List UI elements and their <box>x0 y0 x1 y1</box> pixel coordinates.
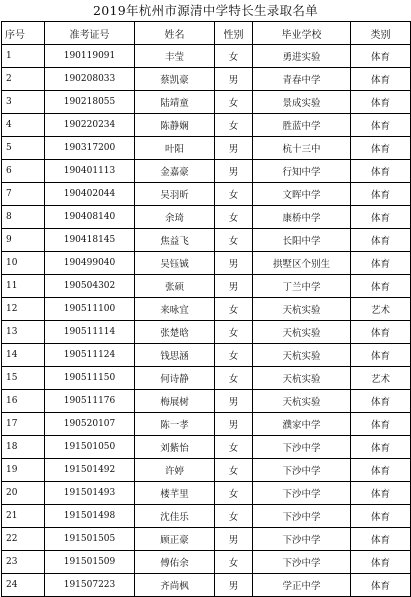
cell-gender: 男 <box>215 413 253 436</box>
table-row <box>2 528 411 551</box>
cell-name: 楼芊里 <box>135 482 215 505</box>
cell-school: 天杭实验 <box>253 390 351 413</box>
cell-gender: 女 <box>215 367 253 390</box>
cell-school: 青春中学 <box>253 68 351 91</box>
cell-gender: 女 <box>215 436 253 459</box>
cell-school: 下沙中学 <box>253 436 351 459</box>
cell-school: 下沙中学 <box>253 505 351 528</box>
cell-name: 蔡凯豪 <box>135 68 215 91</box>
cell-name: 齐尚枫 <box>135 574 215 597</box>
header-exam-id: 准考证号 <box>45 22 135 45</box>
table-row <box>2 183 411 206</box>
cell-name: 许婷 <box>135 459 215 482</box>
cell-name: 张楚晗 <box>135 321 215 344</box>
cell-exam-id: 190511176 <box>45 390 135 413</box>
cell-exam-id: 191501493 <box>45 482 135 505</box>
cell-name: 陈静娴 <box>135 114 215 137</box>
cell-school: 天杭实验 <box>253 321 351 344</box>
table-row <box>2 505 411 528</box>
cell-school: 拱墅区个别生 <box>253 252 351 275</box>
cell-category: 体育 <box>351 459 411 482</box>
cell-exam-id: 191501498 <box>45 505 135 528</box>
cell-index: 15 <box>2 367 45 390</box>
cell-name: 叶阳 <box>135 137 215 160</box>
cell-school: 下沙中学 <box>253 482 351 505</box>
cell-school: 杭十三中 <box>253 137 351 160</box>
cell-index: 12 <box>2 298 45 321</box>
cell-school: 文晖中学 <box>253 183 351 206</box>
cell-gender: 女 <box>215 45 253 68</box>
cell-exam-id: 190418145 <box>45 229 135 252</box>
cell-school: 康桥中学 <box>253 206 351 229</box>
table-row <box>2 275 411 298</box>
admission-table <box>1 21 411 597</box>
cell-name: 吴钰铖 <box>135 252 215 275</box>
header-gender: 性别 <box>215 22 253 45</box>
cell-exam-id: 190208033 <box>45 68 135 91</box>
cell-index: 19 <box>2 459 45 482</box>
cell-exam-id: 190119091 <box>45 45 135 68</box>
cell-school: 长阳中学 <box>253 229 351 252</box>
table-row <box>2 160 411 183</box>
table-row <box>2 574 411 597</box>
cell-exam-id: 190317200 <box>45 137 135 160</box>
table-row <box>2 551 411 574</box>
cell-category: 体育 <box>351 68 411 91</box>
cell-gender: 男 <box>215 137 253 160</box>
header-index: 序号 <box>2 22 45 45</box>
cell-gender: 女 <box>215 505 253 528</box>
table-row <box>2 367 411 390</box>
cell-exam-id: 190511150 <box>45 367 135 390</box>
cell-gender: 女 <box>215 482 253 505</box>
cell-category: 体育 <box>351 390 411 413</box>
cell-gender: 女 <box>215 321 253 344</box>
table-row <box>2 298 411 321</box>
cell-category: 体育 <box>351 413 411 436</box>
cell-exam-id: 190402044 <box>45 183 135 206</box>
cell-name: 张硕 <box>135 275 215 298</box>
cell-school: 天杭实验 <box>253 367 351 390</box>
header-name: 姓名 <box>135 22 215 45</box>
cell-school: 天杭实验 <box>253 344 351 367</box>
cell-exam-id: 190499040 <box>45 252 135 275</box>
cell-gender: 男 <box>215 528 253 551</box>
cell-index: 8 <box>2 206 45 229</box>
table-row <box>2 229 411 252</box>
table-row <box>2 45 411 68</box>
cell-school: 学正中学 <box>253 574 351 597</box>
cell-gender: 男 <box>215 390 253 413</box>
cell-school: 勇进实验 <box>253 45 351 68</box>
cell-index: 5 <box>2 137 45 160</box>
cell-index: 23 <box>2 551 45 574</box>
table-row <box>2 390 411 413</box>
cell-school: 行知中学 <box>253 160 351 183</box>
table-body <box>2 45 411 597</box>
cell-gender: 男 <box>215 275 253 298</box>
cell-school: 下沙中学 <box>253 459 351 482</box>
cell-category: 体育 <box>351 551 411 574</box>
cell-name: 何诗静 <box>135 367 215 390</box>
cell-index: 2 <box>2 68 45 91</box>
cell-category: 体育 <box>351 436 411 459</box>
table-row <box>2 252 411 275</box>
cell-index: 13 <box>2 321 45 344</box>
table-row <box>2 459 411 482</box>
cell-exam-id: 191507223 <box>45 574 135 597</box>
cell-school: 下沙中学 <box>253 528 351 551</box>
table-row <box>2 114 411 137</box>
cell-category: 体育 <box>351 482 411 505</box>
cell-category: 体育 <box>351 206 411 229</box>
cell-gender: 女 <box>215 206 253 229</box>
cell-category: 体育 <box>351 275 411 298</box>
cell-gender: 女 <box>215 551 253 574</box>
cell-category: 体育 <box>351 574 411 597</box>
cell-gender: 女 <box>215 459 253 482</box>
cell-school: 濮家中学 <box>253 413 351 436</box>
cell-gender: 男 <box>215 68 253 91</box>
cell-category: 艺术 <box>351 367 411 390</box>
cell-school: 丁兰中学 <box>253 275 351 298</box>
cell-gender: 女 <box>215 91 253 114</box>
cell-gender: 男 <box>215 160 253 183</box>
cell-category: 体育 <box>351 160 411 183</box>
cell-index: 4 <box>2 114 45 137</box>
cell-exam-id: 191501050 <box>45 436 135 459</box>
cell-exam-id: 190511124 <box>45 344 135 367</box>
table-row <box>2 436 411 459</box>
cell-index: 7 <box>2 183 45 206</box>
cell-gender: 女 <box>215 344 253 367</box>
cell-category: 艺术 <box>351 298 411 321</box>
document-title: 2019年杭州市源清中学特长生录取名单 <box>92 3 318 18</box>
cell-category: 体育 <box>351 137 411 160</box>
cell-index: 11 <box>2 275 45 298</box>
table-row <box>2 321 411 344</box>
cell-index: 9 <box>2 229 45 252</box>
cell-index: 16 <box>2 390 45 413</box>
cell-category: 体育 <box>351 252 411 275</box>
cell-name: 余琦 <box>135 206 215 229</box>
cell-school: 胜蓝中学 <box>253 114 351 137</box>
cell-index: 18 <box>2 436 45 459</box>
header-school: 毕业学校 <box>253 22 351 45</box>
cell-category: 体育 <box>351 91 411 114</box>
cell-name: 焦益飞 <box>135 229 215 252</box>
cell-name: 丰莹 <box>135 45 215 68</box>
cell-name: 来咏宜 <box>135 298 215 321</box>
cell-index: 17 <box>2 413 45 436</box>
cell-exam-id: 191501492 <box>45 459 135 482</box>
cell-index: 3 <box>2 91 45 114</box>
header-category: 类别 <box>351 22 411 45</box>
cell-exam-id: 190504302 <box>45 275 135 298</box>
table-row <box>2 413 411 436</box>
cell-index: 20 <box>2 482 45 505</box>
cell-index: 6 <box>2 160 45 183</box>
cell-index: 21 <box>2 505 45 528</box>
cell-school: 下沙中学 <box>253 551 351 574</box>
table-row <box>2 137 411 160</box>
cell-school: 天杭实验 <box>253 298 351 321</box>
cell-name: 陈一孝 <box>135 413 215 436</box>
cell-name: 梅展树 <box>135 390 215 413</box>
cell-gender: 女 <box>215 183 253 206</box>
cell-index: 1 <box>2 45 45 68</box>
cell-category: 体育 <box>351 344 411 367</box>
cell-category: 体育 <box>351 114 411 137</box>
cell-exam-id: 190401113 <box>45 160 135 183</box>
cell-gender: 女 <box>215 298 253 321</box>
cell-gender: 男 <box>215 252 253 275</box>
table-row <box>2 482 411 505</box>
cell-exam-id: 191501505 <box>45 528 135 551</box>
cell-index: 22 <box>2 528 45 551</box>
cell-school: 景成实验 <box>253 91 351 114</box>
cell-name: 陆靖童 <box>135 91 215 114</box>
cell-category: 体育 <box>351 505 411 528</box>
cell-name: 吴羽昕 <box>135 183 215 206</box>
cell-name: 沈佳乐 <box>135 505 215 528</box>
table-row <box>2 206 411 229</box>
cell-name: 刘紫怡 <box>135 436 215 459</box>
cell-index: 14 <box>2 344 45 367</box>
cell-exam-id: 190520107 <box>45 413 135 436</box>
cell-category: 体育 <box>351 321 411 344</box>
cell-exam-id: 190220234 <box>45 114 135 137</box>
table-row <box>2 91 411 114</box>
cell-category: 体育 <box>351 183 411 206</box>
cell-gender: 女 <box>215 114 253 137</box>
cell-exam-id: 190218055 <box>45 91 135 114</box>
cell-gender: 男 <box>215 574 253 597</box>
cell-exam-id: 191501509 <box>45 551 135 574</box>
cell-index: 24 <box>2 574 45 597</box>
cell-name: 金嘉豪 <box>135 160 215 183</box>
cell-category: 体育 <box>351 229 411 252</box>
table-row <box>2 68 411 91</box>
cell-exam-id: 190511100 <box>45 298 135 321</box>
cell-exam-id: 190511114 <box>45 321 135 344</box>
table-row <box>2 344 411 367</box>
header-row <box>2 22 411 45</box>
cell-category: 体育 <box>351 528 411 551</box>
cell-exam-id: 190408140 <box>45 206 135 229</box>
cell-index: 10 <box>2 252 45 275</box>
cell-name: 钱思涵 <box>135 344 215 367</box>
cell-name: 顾正豪 <box>135 528 215 551</box>
cell-category: 体育 <box>351 45 411 68</box>
cell-gender: 女 <box>215 229 253 252</box>
cell-name: 傅佑余 <box>135 551 215 574</box>
